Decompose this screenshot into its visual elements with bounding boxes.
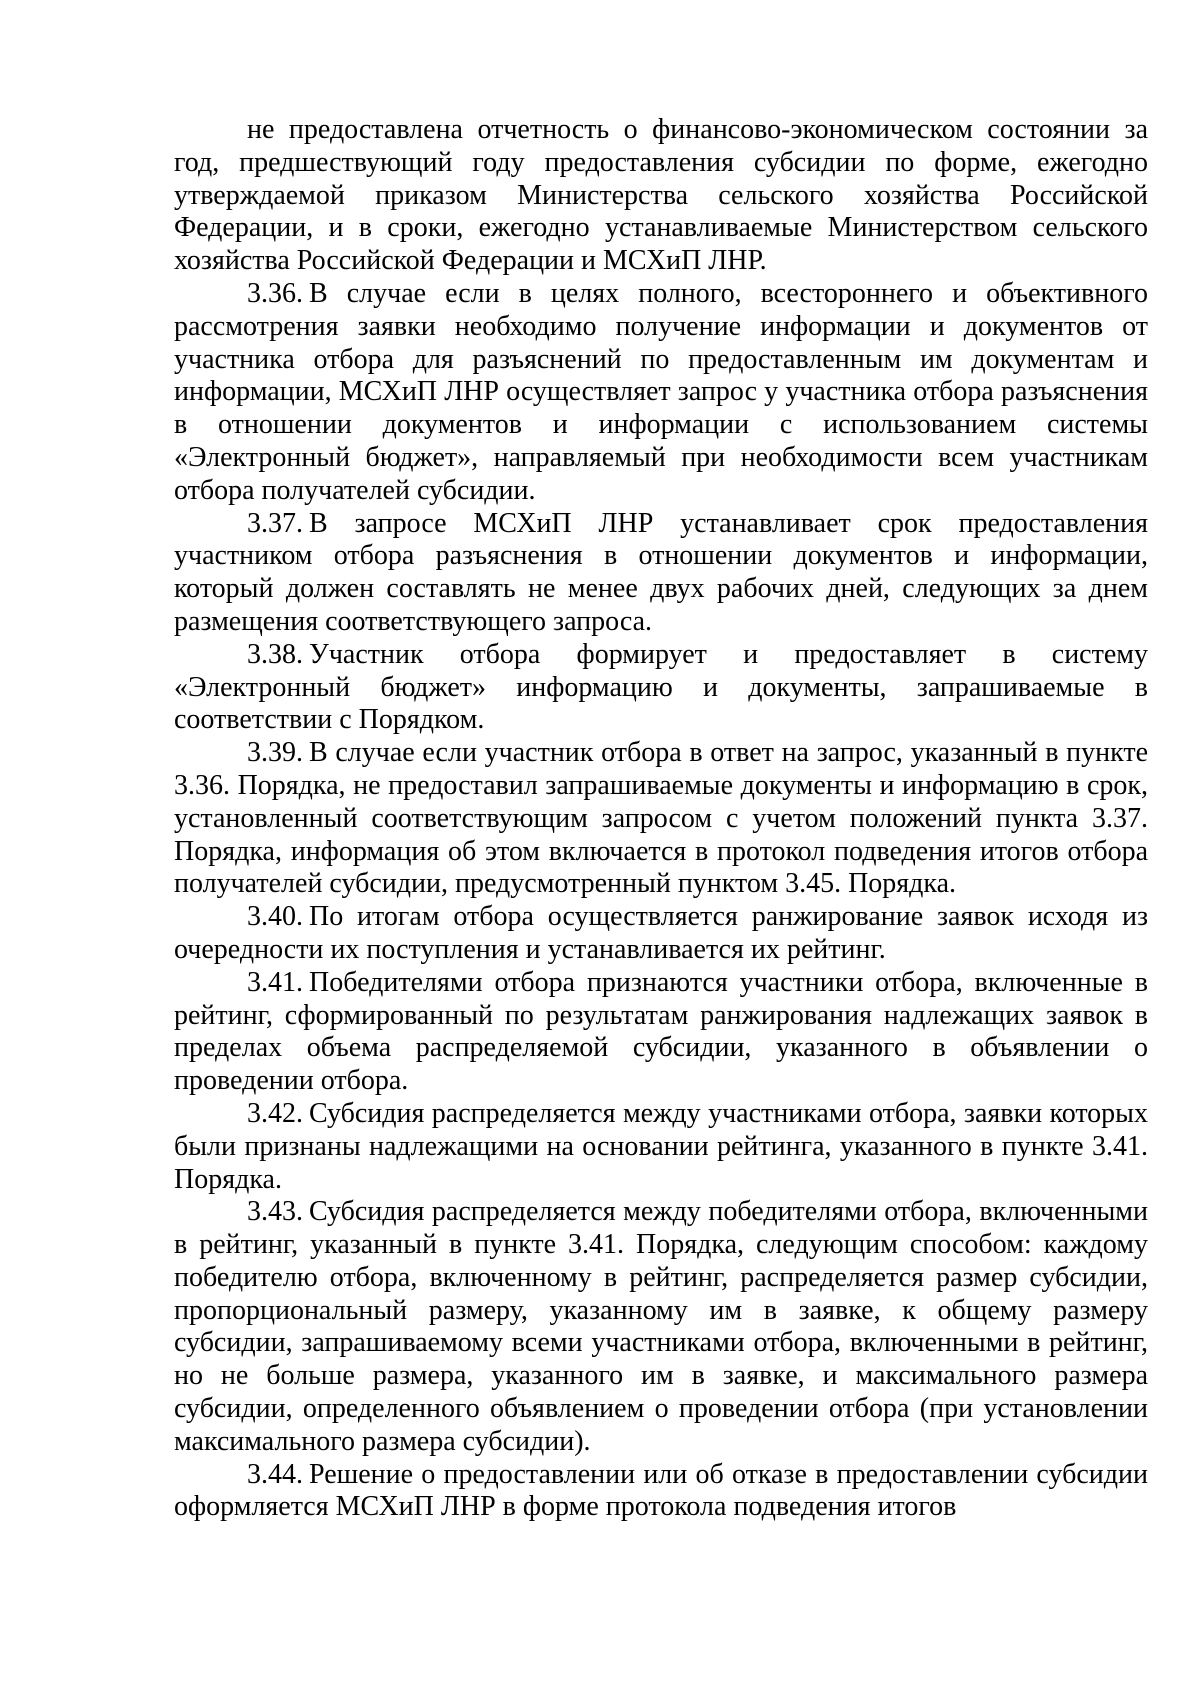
paragraph-number: 3.40. (247, 901, 303, 933)
paragraph-3-44 (174, 1459, 1148, 1525)
paragraph-3-38 (174, 639, 1148, 737)
paragraph-3-41 (174, 967, 1148, 1098)
paragraph-text: В случае если участник отбора в ответ на запрос, указанный в пункте 3.36. Порядка, не предоставил запрашиваемые документы и информацию в срок, установленный соответствующим запросом с учетом положений пункта 3.37. Порядка, информация об этом включается в протокол подведения итогов отбора получателей субсидии, предусмотренный пунктом 3.45. Порядка. (174, 737, 1148, 900)
paragraph-number: 3.39. (247, 737, 303, 769)
paragraph-number: 3.44. (247, 1458, 303, 1490)
paragraph-text: В запросе МСХиП ЛНР устанавливает срок предоставления участником отбора разъяснения в отношении документов и информации, который должен составлять не менее двух рабочих дней, следующих за днем размещения соответствующего запроса. (174, 507, 1148, 637)
paragraph-number: 3.42. (247, 1097, 303, 1129)
paragraph-text: По итогам отбора осуществляется ранжирование заявок исходя из очередности их поступления и устанавливается их рейтинг. (174, 901, 1148, 965)
paragraph-3-40 (174, 901, 1148, 967)
paragraph-text: Решение о предоставлении или об отказе в предоставлении субсидии оформляется МСХиП ЛНР в форме протокола подведения итогов (174, 1458, 1148, 1523)
paragraph-text: Участник отбора формирует и предоставляет в систему «Электронный бюджет» информацию и документы, запрашиваемые в соответствии с Порядком. (174, 638, 1148, 736)
paragraph-continuation (174, 114, 1148, 278)
paragraph-number: 3.36. (247, 277, 303, 309)
paragraph-number: 3.37. (247, 507, 303, 539)
paragraph-text: Победителями отбора признаются участники отбора, включенные в рейтинг, сформированный по результатам ранжирования надлежащих заявок в пределах объема распределяемой субсидии, указанного в объявлении о проведении отбора. (174, 966, 1148, 1097)
paragraph-number: 3.38. (247, 638, 303, 670)
paragraph-3-43 (174, 1196, 1148, 1458)
paragraph-3-37 (174, 508, 1148, 639)
paragraph-number: 3.43. (247, 1196, 303, 1228)
paragraph-number: 3.41. (247, 966, 303, 998)
paragraph-text: Субсидия распределяется между участниками отбора, заявки которых были признаны надлежащими на основании рейтинга, указанного в пункте 3.41. Порядка. (174, 1097, 1148, 1195)
paragraph-3-36 (174, 278, 1148, 508)
paragraph-text: Субсидия распределяется между победителями отбора, включенными в рейтинг, указанный в пункте 3.41. Порядка, следующим способом: каждому победителю отбора, включенному в рейтинг, распределяется размер субсидии, пропорциональный размеру, указанному им в заявке, к общему размеру субсидии, запрашиваемому всеми участниками отбора, включенными в рейтинг, но не больше размера, указанного им в заявке, и максимального размера субсидии, определенного объявлением о проведении отбора (при установлении максимального размера субсидии). (174, 1196, 1148, 1457)
paragraph-text: не предоставлена отчетность о финансово-экономическом состоянии за год, предшествующий году предоставления субсидии по форме, ежегодно утверждаемой приказом Министерства сельского хозяйства Российской Федерации, и в сроки, ежегодно устанавливаемые Министерством сельского хозяйства Российской Федерации и МСХиП ЛНР. (174, 114, 1148, 277)
paragraph-3-39 (174, 737, 1148, 901)
paragraph-3-42 (174, 1098, 1148, 1196)
paragraph-text: В случае если в целях полного, всестороннего и объективного рассмотрения заявки необходимо получение информации и документов от участника отбора для разъяснений по предоставленным им документам и информации, МСХиП ЛНР осуществляет запрос у участника отбора разъяснения в отношении документов и информации с использованием системы «Электронный бюджет», направляемый при необходимости всем участникам отбора получателей субсидии. (174, 277, 1148, 506)
document-body (174, 114, 1148, 1524)
